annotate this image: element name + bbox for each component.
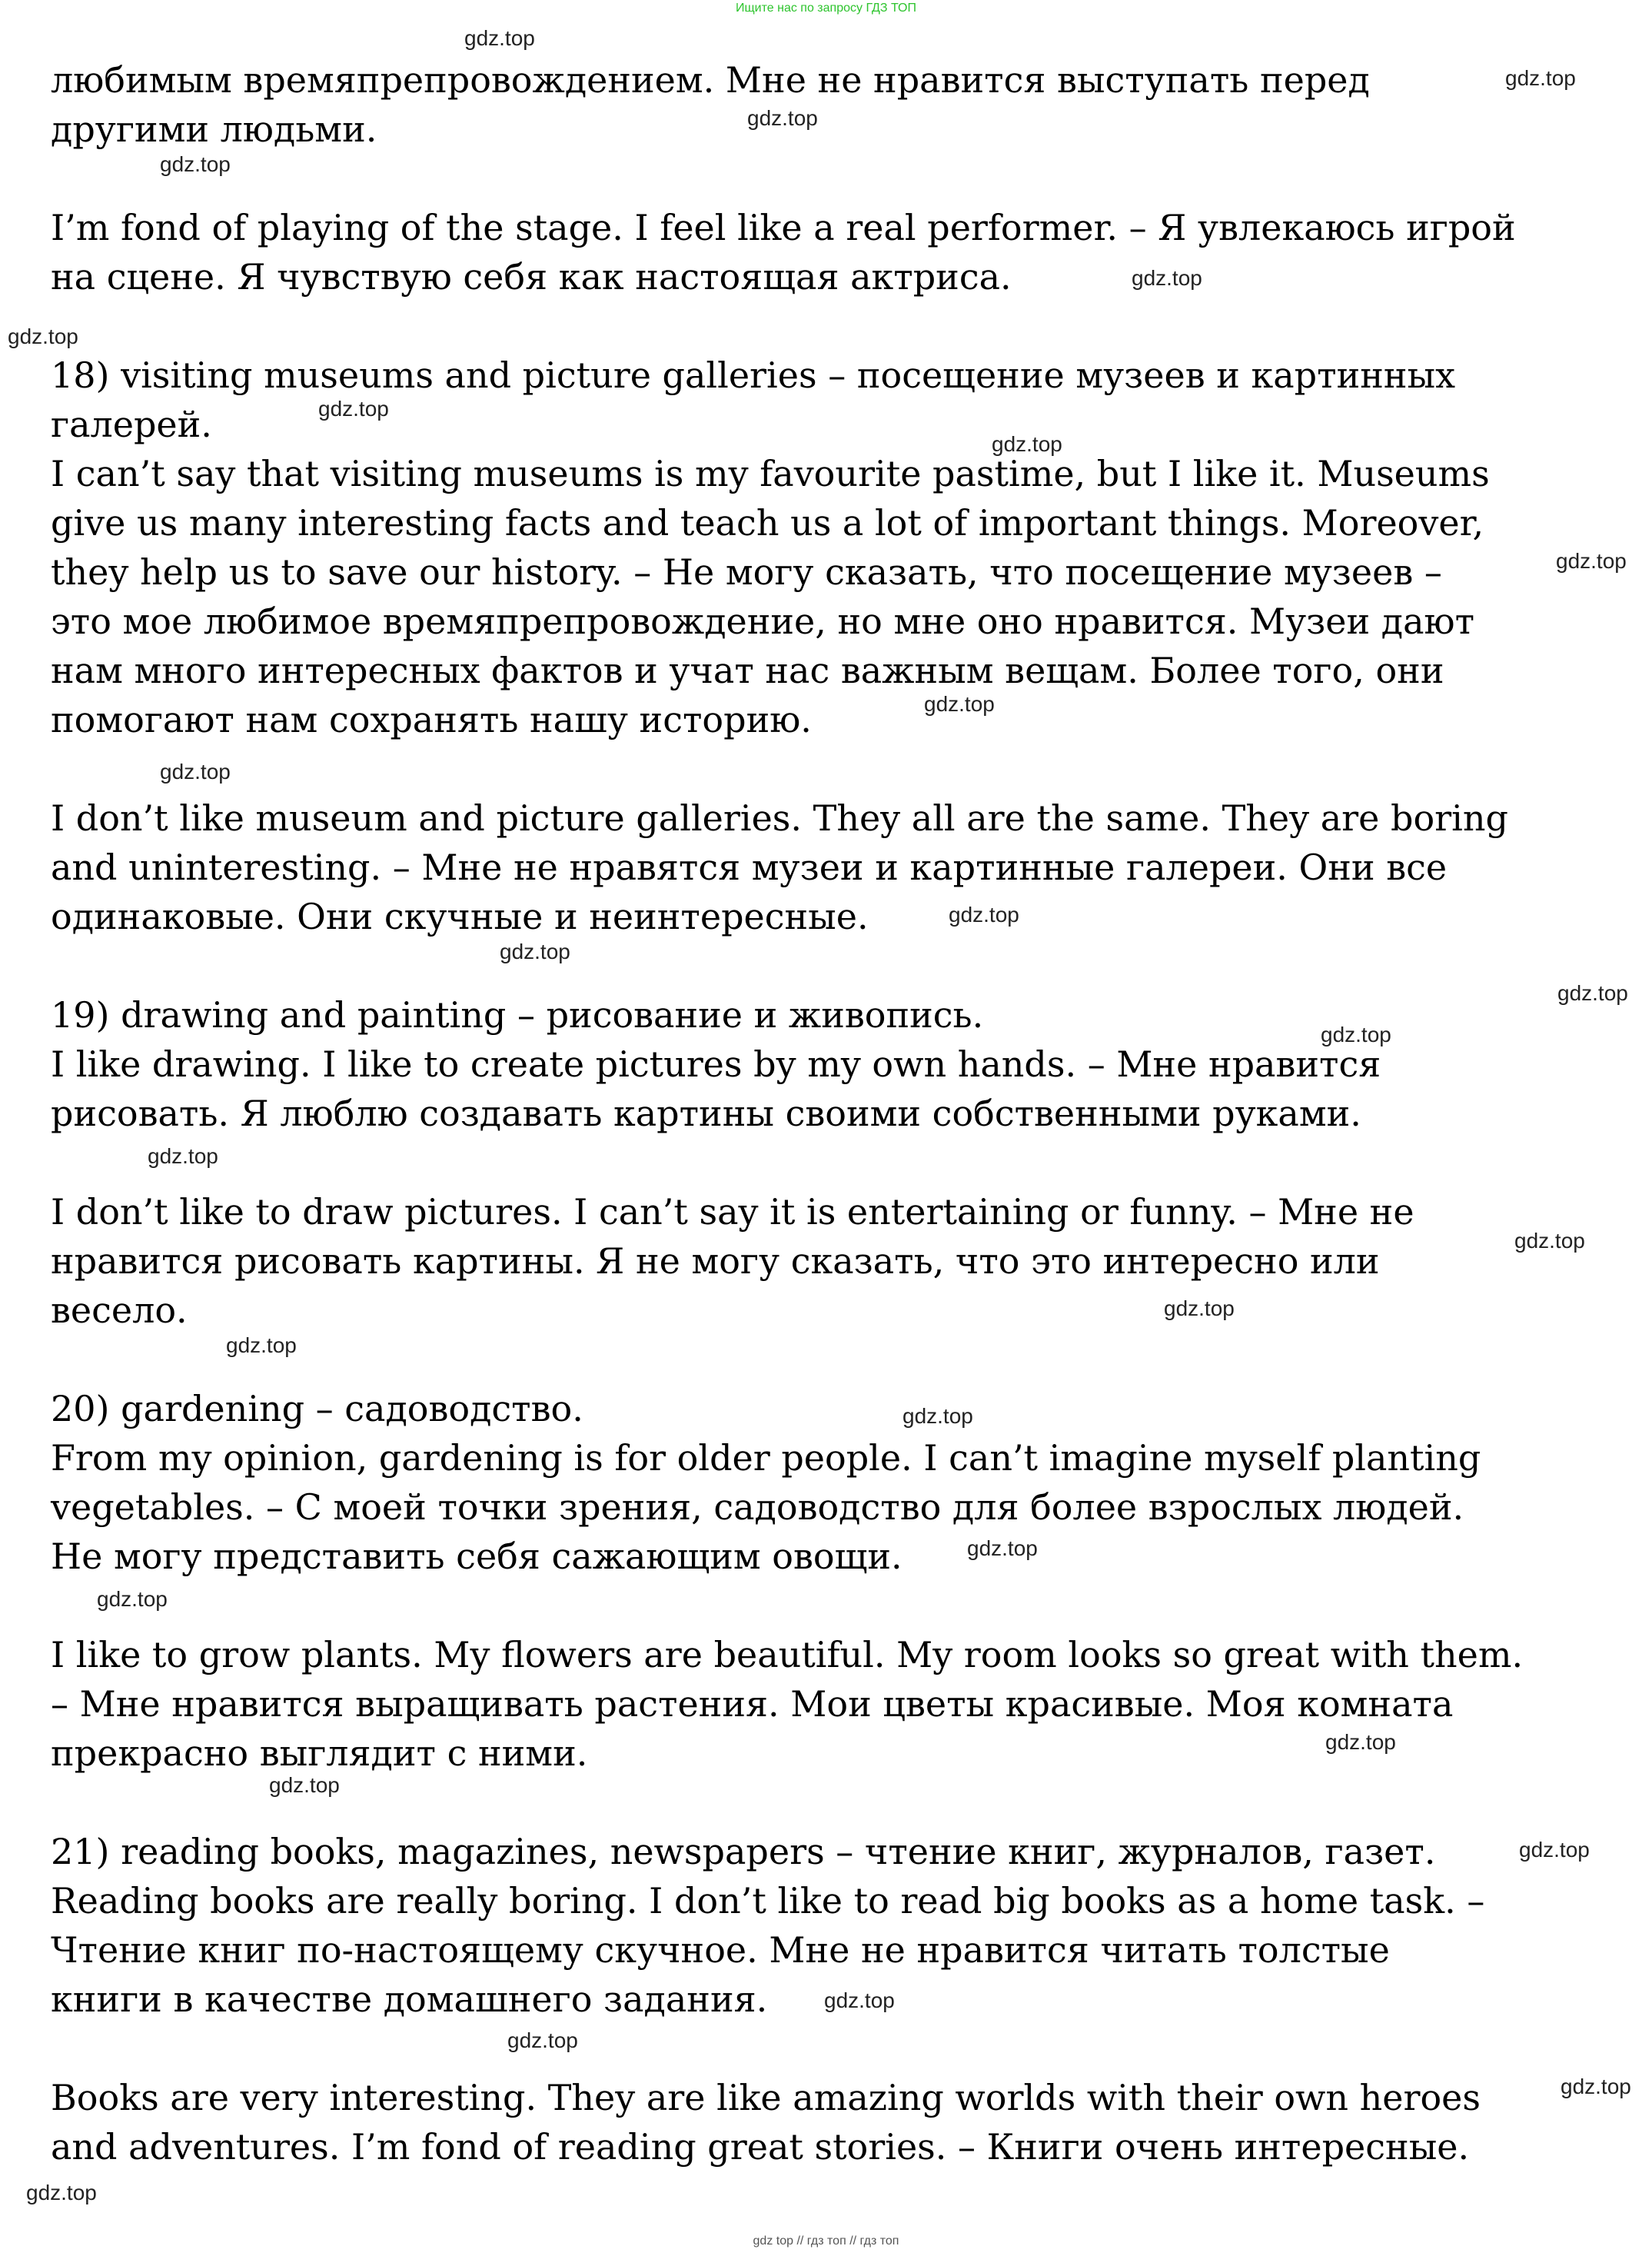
section-heading: 18) visiting museums and picture galleries – посещение музеев и картинных — [51, 354, 1456, 396]
text-line: vegetables. – С моей точки зрения, садоводство для более взрослых людей. — [51, 1486, 1464, 1528]
text-line: I don’t like museum and picture galleries. They all are the same. They are boring — [51, 797, 1508, 839]
watermark: gdz.top — [1514, 1229, 1585, 1253]
text-line: нравится рисовать картины. Я не могу сказать, что это интересно или — [51, 1240, 1380, 1282]
text-line: From my opinion, gardening is for older people. I can’t imagine myself planting — [51, 1437, 1481, 1479]
text-line: Чтение книг по-настоящему скучное. Мне не нравится читать толстые — [51, 1929, 1390, 1971]
section-heading: 20) gardening – садоводство. — [51, 1388, 583, 1429]
text-line: прекрасно выглядит с ними. — [51, 1732, 588, 1774]
text-line: give us many interesting facts and teach us a lot of important things. Moreover, — [51, 502, 1484, 544]
top-banner: Ищите нас по запросу ГДЗ ТОП — [736, 2, 916, 15]
text-line: на сцене. Я чувствую себя как настоящая актриса. — [51, 256, 1012, 298]
watermark: gdz.top — [148, 1144, 218, 1168]
text-line: I like drawing. I like to create pictures by my own hands. – Мне нравится — [51, 1043, 1381, 1085]
text-line: книги в качестве домашнего задания. — [51, 1978, 768, 2020]
watermark: gdz.top — [269, 1773, 340, 1797]
text-line: Не могу представить себя сажающим овощи. — [51, 1536, 902, 1577]
watermark: gdz.top — [160, 760, 231, 784]
watermark: gdz.top — [1321, 1023, 1391, 1046]
text-line: другими людьми. — [51, 108, 377, 150]
text-line: любимым времяпрепровождением. Мне не нравится выступать перед — [51, 59, 1370, 101]
section-heading: 21) reading books, magazines, newspapers – чтение книг, журналов, газет. — [51, 1831, 1436, 1872]
watermark: gdz.top — [824, 1988, 895, 2012]
text-line: рисовать. Я люблю создавать картины своими собственными руками. — [51, 1093, 1361, 1134]
watermark: gdz.top — [318, 397, 389, 421]
watermark: gdz.top — [1132, 266, 1202, 290]
watermark: gdz.top — [160, 152, 231, 176]
watermark: gdz.top — [1325, 1730, 1396, 1754]
watermark: gdz.top — [902, 1404, 973, 1428]
watermark: gdz.top — [500, 940, 570, 963]
text-line: they help us to save our history. – Не могу сказать, что посещение музеев – — [51, 551, 1442, 593]
watermark: gdz.top — [226, 1333, 297, 1357]
watermark: gdz.top — [1557, 981, 1628, 1005]
text-line: and adventures. I’m fond of reading great stories. – Книги очень интересные. — [51, 2126, 1470, 2168]
section-heading: галерей. — [51, 404, 212, 445]
watermark: gdz.top — [507, 2028, 578, 2052]
text-line: нам много интересных фактов и учат нас важным вещам. Более того, они — [51, 650, 1444, 691]
text-line: весело. — [51, 1289, 188, 1331]
watermark: gdz.top — [967, 1536, 1038, 1560]
text-line: Reading books are really boring. I don’t like to read big books as a home task. – — [51, 1880, 1485, 1922]
watermark: gdz.top — [464, 26, 535, 50]
text-line: одинаковые. Они скучные и неинтересные. — [51, 896, 869, 937]
text-line: I can’t say that visiting museums is my favourite pastime, but I like it. Museums — [51, 453, 1490, 494]
watermark: gdz.top — [1164, 1296, 1235, 1320]
watermark: gdz.top — [26, 2181, 97, 2204]
watermark: gdz.top — [992, 432, 1062, 456]
text-line: and uninteresting. – Мне не нравятся музеи и картинные галереи. Они все — [51, 847, 1448, 888]
text-line: это мое любимое времяпрепровождение, но мне оно нравится. Музеи дают — [51, 601, 1475, 642]
watermark: gdz.top — [1561, 2075, 1631, 2098]
text-line: I like to grow plants. My flowers are beautiful. My room looks so great with them. — [51, 1634, 1524, 1675]
text-line: помогают нам сохранять нашу историю. — [51, 699, 812, 740]
text-line: Books are very interesting. They are like amazing worlds with their own heroes — [51, 2077, 1481, 2118]
text-line: – Мне нравится выращивать растения. Мои цветы красивые. Моя комната — [51, 1683, 1454, 1725]
footer-links[interactable]: gdz top // гдз топ // гдз топ — [753, 2234, 899, 2248]
watermark: gdz.top — [97, 1587, 168, 1611]
text-line: I don’t like to draw pictures. I can’t say it is entertaining or funny. – Мне не — [51, 1191, 1414, 1233]
watermark: gdz.top — [949, 903, 1019, 927]
watermark: gdz.top — [8, 324, 78, 348]
watermark: gdz.top — [924, 692, 995, 716]
watermark: gdz.top — [747, 106, 818, 130]
watermark: gdz.top — [1556, 549, 1627, 573]
watermark: gdz.top — [1519, 1838, 1590, 1862]
section-heading: 19) drawing and painting – рисование и живопись. — [51, 994, 984, 1036]
watermark: gdz.top — [1505, 66, 1576, 90]
text-line: I’m fond of playing of the stage. I feel like a real performer. – Я увлекаюсь игрой — [51, 207, 1516, 248]
